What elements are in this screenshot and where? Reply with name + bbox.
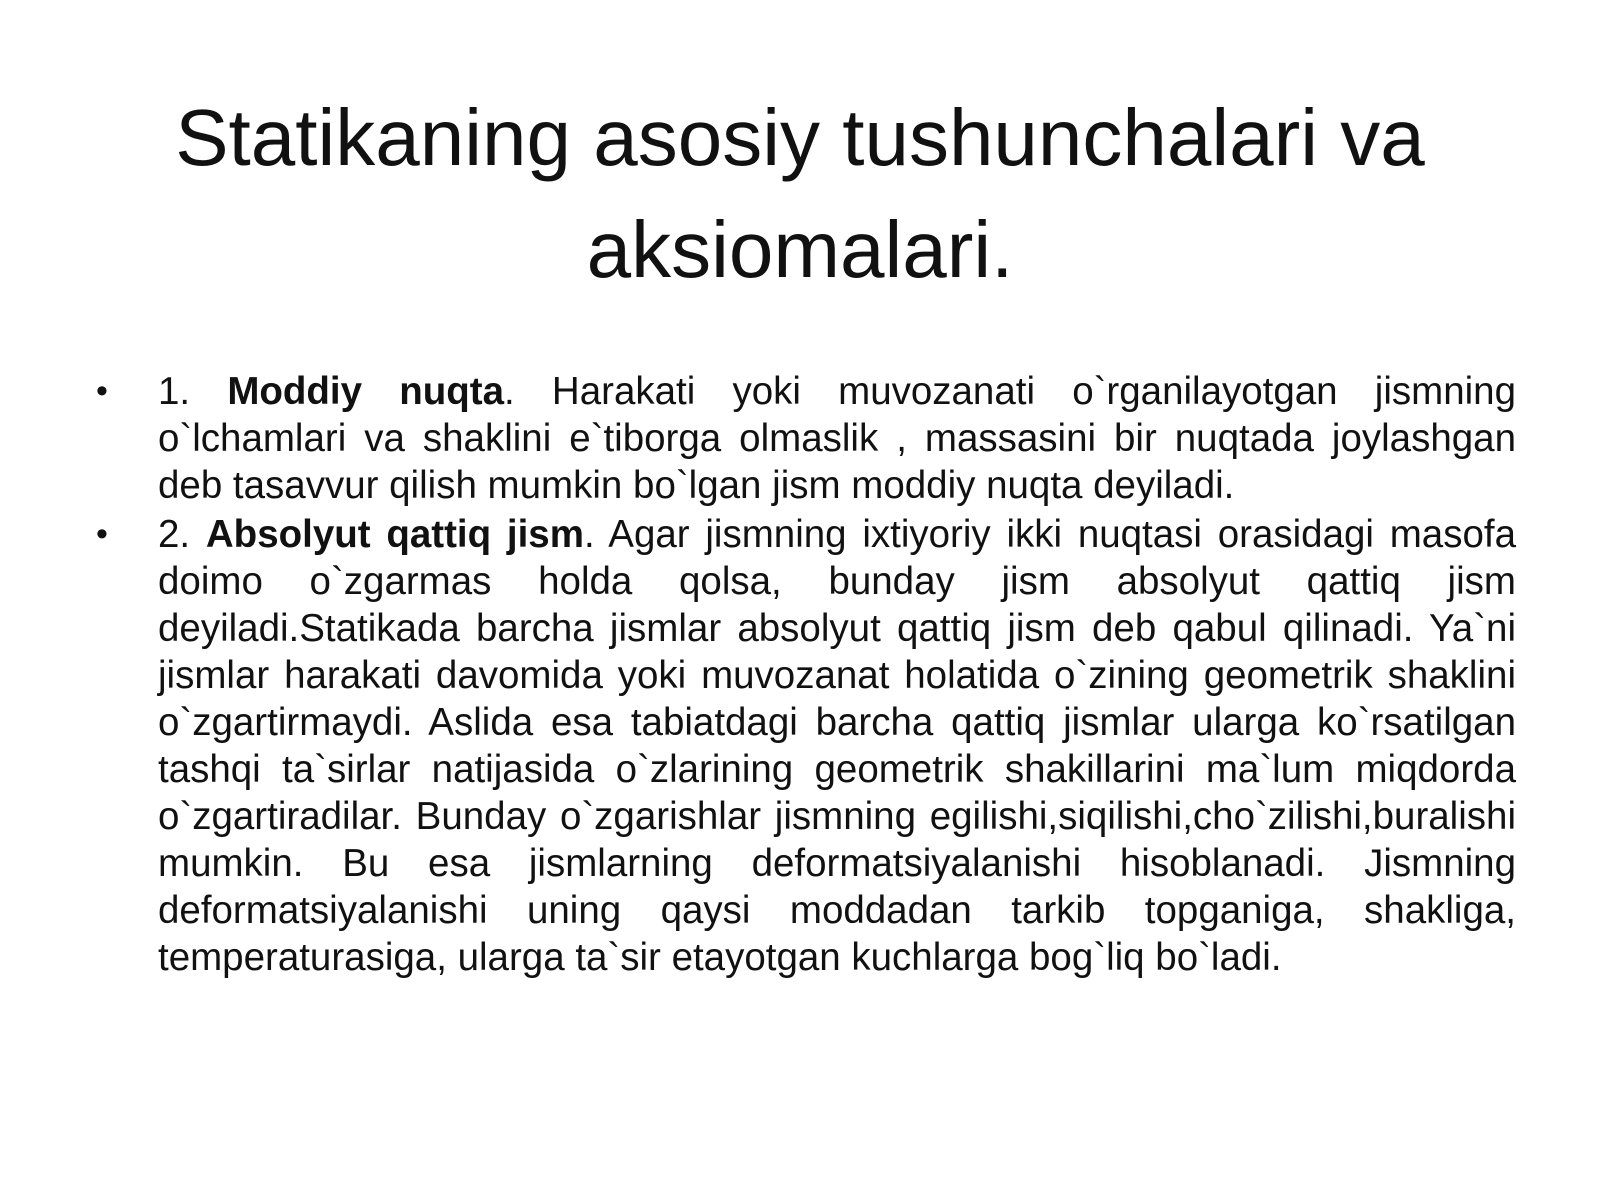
item-term: Moddiy nuqta: [227, 370, 505, 413]
list-item: [96, 511, 1516, 981]
item-text: . Harakati yoki muvozanati o`rganilayotgan jismning o`lchamlari va shaklini e`tiborga olmaslik , massasini bir nuqtada joylashgan deb tasavvur qilish mumkin bo`lgan jism moddiy nuqta deyiladi.: [158, 370, 1517, 507]
bullet-list: [96, 368, 1516, 983]
item-number: 1.: [158, 370, 191, 413]
item-number: 2.: [158, 513, 191, 556]
bullet-icon: •: [96, 372, 108, 410]
slide-title: Statikaning asosiy tushunchalari va aksiomalari.: [175, 93, 1425, 294]
item-text: . Agar jismning ixtiyoriy ikki nuqtasi orasidagi masofa doimo o`zgarmas holda qolsa, bunday jism absolyut qattiq jism deyiladi.Statikada barcha jismlar absolyut qattiq jism deb qabul qilinadi. Ya`ni jismlar harakati davomida yoki muvozanat holatida o`zining geometrik shaklini o`zgartirmaydi. Aslida esa tabiatdagi barcha qattiq jismlar ularga ko`rsatilgan tashqi ta`sirlar natijasida o`zlarining geometrik shakillarini ma`lum miqdorda o`zgartiradilar. Bunday o`zgarishlar jismning egilishi,siqilishi,cho`zilishi,buralishi mumkin. Bu esa jismlarning deformatsiyalanishi hisoblanadi. Jismning deformatsiyalanishi uning qaysi moddadan tarkib topganiga, shakliga, temperaturasiga, ularga ta`sir etayotgan kuchlarga bog`liq bo`ladi.: [158, 513, 1516, 979]
bullet-icon: •: [96, 515, 108, 553]
item-term: Absolyut qattiq jism: [205, 513, 584, 556]
list-item: [96, 368, 1516, 509]
